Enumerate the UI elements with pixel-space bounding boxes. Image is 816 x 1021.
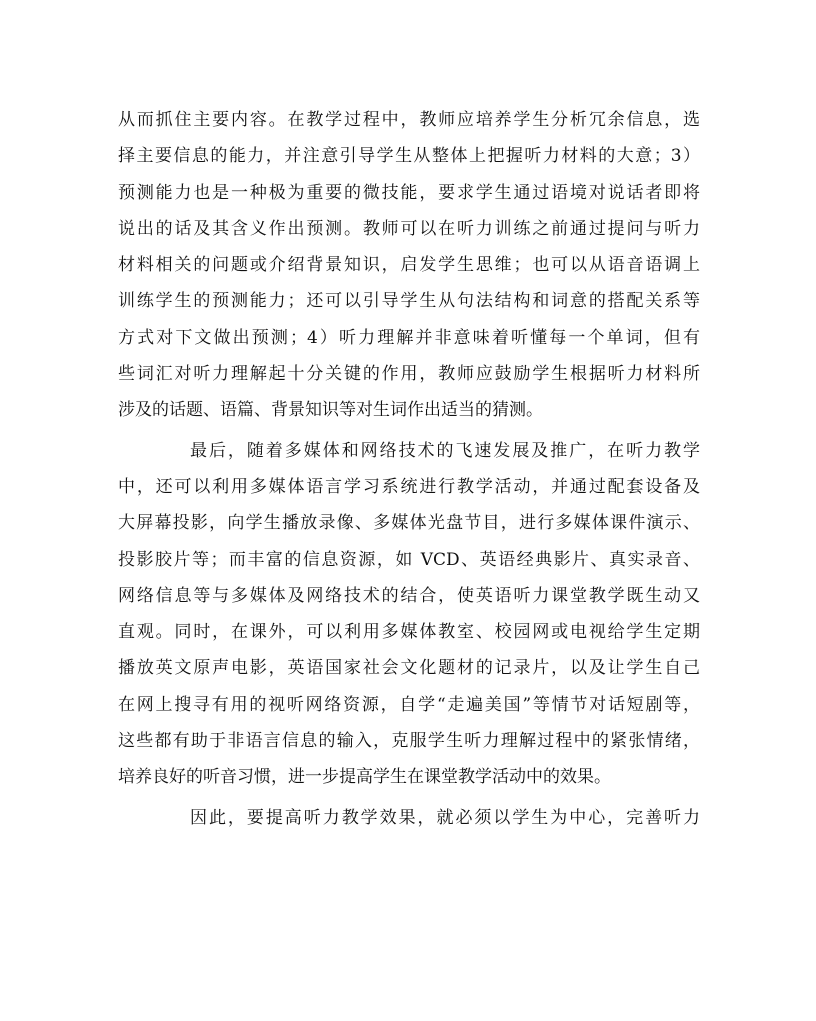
text-line: 材料相关的问题或介绍背景知识，启发学生思维；也可以从语音语调上 (118, 255, 700, 276)
text-line: 大屏幕投影，向学生播放录像、多媒体光盘节目，进行多媒体课件演示、 (118, 513, 700, 534)
text-line: 从而抓住主要内容。在教学过程中，教师应培养学生分析冗余信息，选 (118, 110, 700, 130)
text-line: 预测能力也是一种极为重要的微技能，要求学生通过语境对说话者即将 (118, 182, 700, 203)
text-line: 投影胶片等；而丰富的信息资源，如 VCD、英语经典影片、真实录音、 (118, 549, 700, 570)
body-text (118, 102, 700, 836)
text-line-indented: 最后，随着多媒体和网络技术的飞速发展及推广，在听力教学 (190, 440, 700, 461)
text-line: 训练学生的预测能力；还可以引导学生从句法结构和词意的搭配关系等 (118, 291, 700, 312)
text-line: 说出的话及其含义作出预测。教师可以在听力训练之前通过提问与听力 (118, 218, 700, 239)
text-line: 方式对下文做出预测；4）听力理解并非意味着听懂每一个单词，但有 (118, 327, 700, 348)
text-line: 在网上搜寻有用的视听网络资源，自学“走遍美国”等情节对话短剧等， (118, 694, 700, 715)
text-line: 网络信息等与多媒体及网络技术的结合，使英语听力课堂教学既生动又 (118, 585, 700, 606)
text-line-last: 培养良好的听音习惯，进一步提高学生在课堂教学活动中的效果。 (118, 767, 611, 788)
text-line-last: 涉及的话题、语篇、背景知识等对生词作出适当的猜测。 (118, 400, 543, 421)
text-line: 些词汇对听力理解起十分关键的作用，教师应鼓励学生根据听力材料所 (118, 364, 700, 385)
text-line: 播放英文原声电影，英语国家社会文化题材的记录片，以及让学生自己 (118, 658, 700, 679)
text-line: 择主要信息的能力，并注意引导学生从整体上把握听力材料的大意；3） (118, 146, 700, 167)
text-line-indented: 因此，要提高听力教学效果，就必须以学生为中心，完善听力 (190, 807, 700, 828)
text-line: 中，还可以利用多媒体语言学习系统进行教学活动，并通过配套设备及 (118, 476, 700, 497)
text-line: 直观。同时，在课外，可以利用多媒体教室、校园网或电视给学生定期 (118, 622, 700, 643)
text-line: 这些都有助于非语言信息的输入，克服学生听力理解过程中的紧张情绪， (118, 731, 700, 752)
